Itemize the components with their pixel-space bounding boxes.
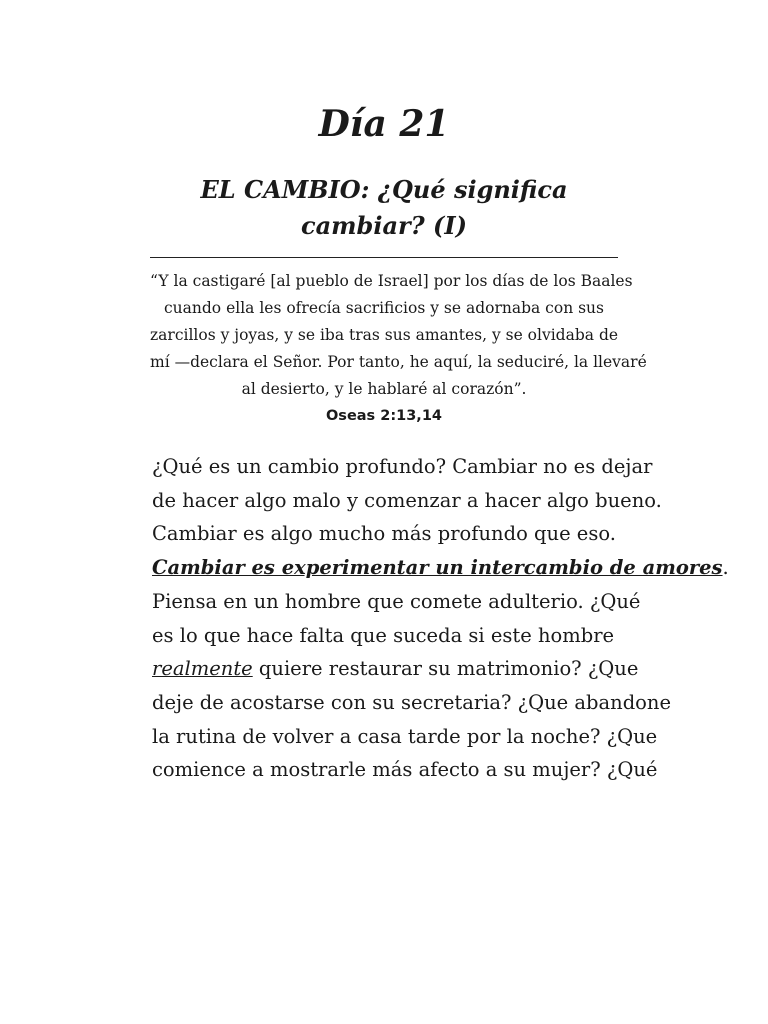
- body-line: es lo que hace falta que suceda si este hombre: [152, 623, 615, 647]
- quote-reference: Oseas 2:13,14: [325, 408, 442, 424]
- emphasized-word: realmente: [152, 657, 253, 681]
- body-paragraph: [152, 450, 729, 787]
- quote-line: zarcillos y joyas, y se iba tras sus amantes, y se olvidaba de: [150, 326, 619, 344]
- quote-line: al desierto, y le hablaré al corazón”.: [241, 380, 527, 398]
- divider-rule: [150, 257, 618, 258]
- quote-line: cuando ella les ofrecía sacrificios y se adornaba con sus: [164, 299, 604, 317]
- chapter-title-line-1: EL CAMBIO: ¿Qué significa: [200, 175, 568, 204]
- body-line: Cambiar es algo mucho más profundo que eso.: [152, 522, 616, 546]
- body-line-emphasis: [152, 551, 729, 585]
- quote-line: mí —declara el Señor. Por tanto, he aquí, la seduciré, la llevaré: [150, 353, 647, 371]
- chapter-title-line-2: cambiar? (I): [300, 211, 467, 240]
- body-line: la rutina de volver a casa tarde por la noche? ¿Que: [152, 724, 658, 748]
- day-title: Día 21: [318, 103, 450, 145]
- quote-line: “Y la castigaré [al pueblo de Israel] por los días de los Baales: [150, 272, 633, 290]
- body-line-with-emphasis: [152, 652, 639, 686]
- body-line: de hacer algo malo y comenzar a hacer algo bueno.: [152, 488, 662, 512]
- body-line-punctuation: .: [722, 556, 729, 580]
- chapter-title: [150, 172, 618, 244]
- epigraph-quote: [150, 268, 647, 403]
- body-line: deje de acostarse con su secretaria? ¿Que abandone: [152, 690, 672, 714]
- body-line: Piensa en un hombre que comete adulterio. ¿Qué: [152, 589, 641, 613]
- body-line: ¿Qué es un cambio profundo? Cambiar no es dejar: [152, 455, 653, 478]
- emphasized-statement: Cambiar es experimentar un intercambio de amores: [152, 556, 723, 580]
- body-line-rest: quiere restaurar su matrimonio? ¿Que: [252, 657, 639, 681]
- body-line: comience a mostrarle más afecto a su mujer? ¿Qué: [152, 758, 658, 782]
